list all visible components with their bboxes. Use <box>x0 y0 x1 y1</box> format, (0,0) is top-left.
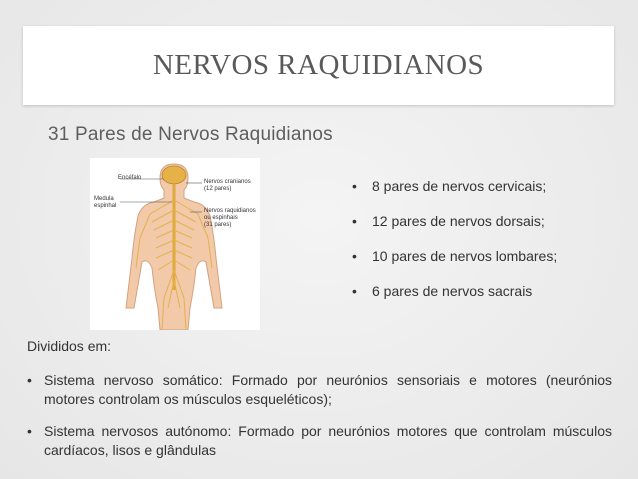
list-item-text: Sistema nervosos autónomo: Formado por neurónios motores que controlam músculos cardíacos, lisos e glândulas <box>44 423 612 458</box>
nervous-system-svg <box>90 158 260 330</box>
brain-shape <box>162 166 186 184</box>
slide-subtitle: 31 Pares de Nervos Raquidianos <box>48 124 333 145</box>
list-item-text: Sistema nervoso somático: Formado por neurónios sensoriais e motores (neurónios motores controlam os músculos esqueléticos); <box>44 372 612 407</box>
slide-title: NERVOS RAQUIDIANOS <box>152 49 485 81</box>
title-box <box>23 26 614 105</box>
bullet-dot: • <box>27 423 32 439</box>
label-cranianos-2: (12 pares) <box>204 186 232 192</box>
systems-list <box>27 371 612 473</box>
label-raquidianos-2: ou espinhais <box>204 215 238 221</box>
list-item <box>352 246 557 281</box>
label-encefalo: Encéfalo <box>118 175 142 181</box>
label-medula-1: Medula <box>94 196 114 202</box>
bullet-dot: • <box>352 178 357 194</box>
label-raquidianos-1: Nervos raquidianos <box>204 208 256 214</box>
list-item <box>27 422 612 460</box>
divididos-heading: Divididos em: <box>27 338 112 354</box>
nervous-system-illustration <box>90 158 260 330</box>
list-item-text: 12 pares de nervos dorsais; <box>372 213 545 229</box>
list-item <box>352 176 557 211</box>
list-item-text: 6 pares de nervos sacrais <box>372 283 533 299</box>
list-item <box>27 371 612 409</box>
list-item-text: 10 pares de nervos lombares; <box>372 248 558 264</box>
bullet-dot: • <box>352 283 357 299</box>
label-cranianos-1: Nervos cranianos <box>204 179 251 185</box>
list-item <box>352 211 557 246</box>
bullet-dot: • <box>352 213 357 229</box>
label-medula-2: espinhal <box>94 203 117 209</box>
list-item <box>352 281 557 316</box>
list-item-text: 8 pares de nervos cervicais; <box>372 178 547 194</box>
label-raquidianos-3: (31 pares) <box>204 222 232 228</box>
nerve-pairs-list <box>352 176 557 316</box>
bullet-dot: • <box>352 248 357 264</box>
bullet-dot: • <box>27 372 32 388</box>
